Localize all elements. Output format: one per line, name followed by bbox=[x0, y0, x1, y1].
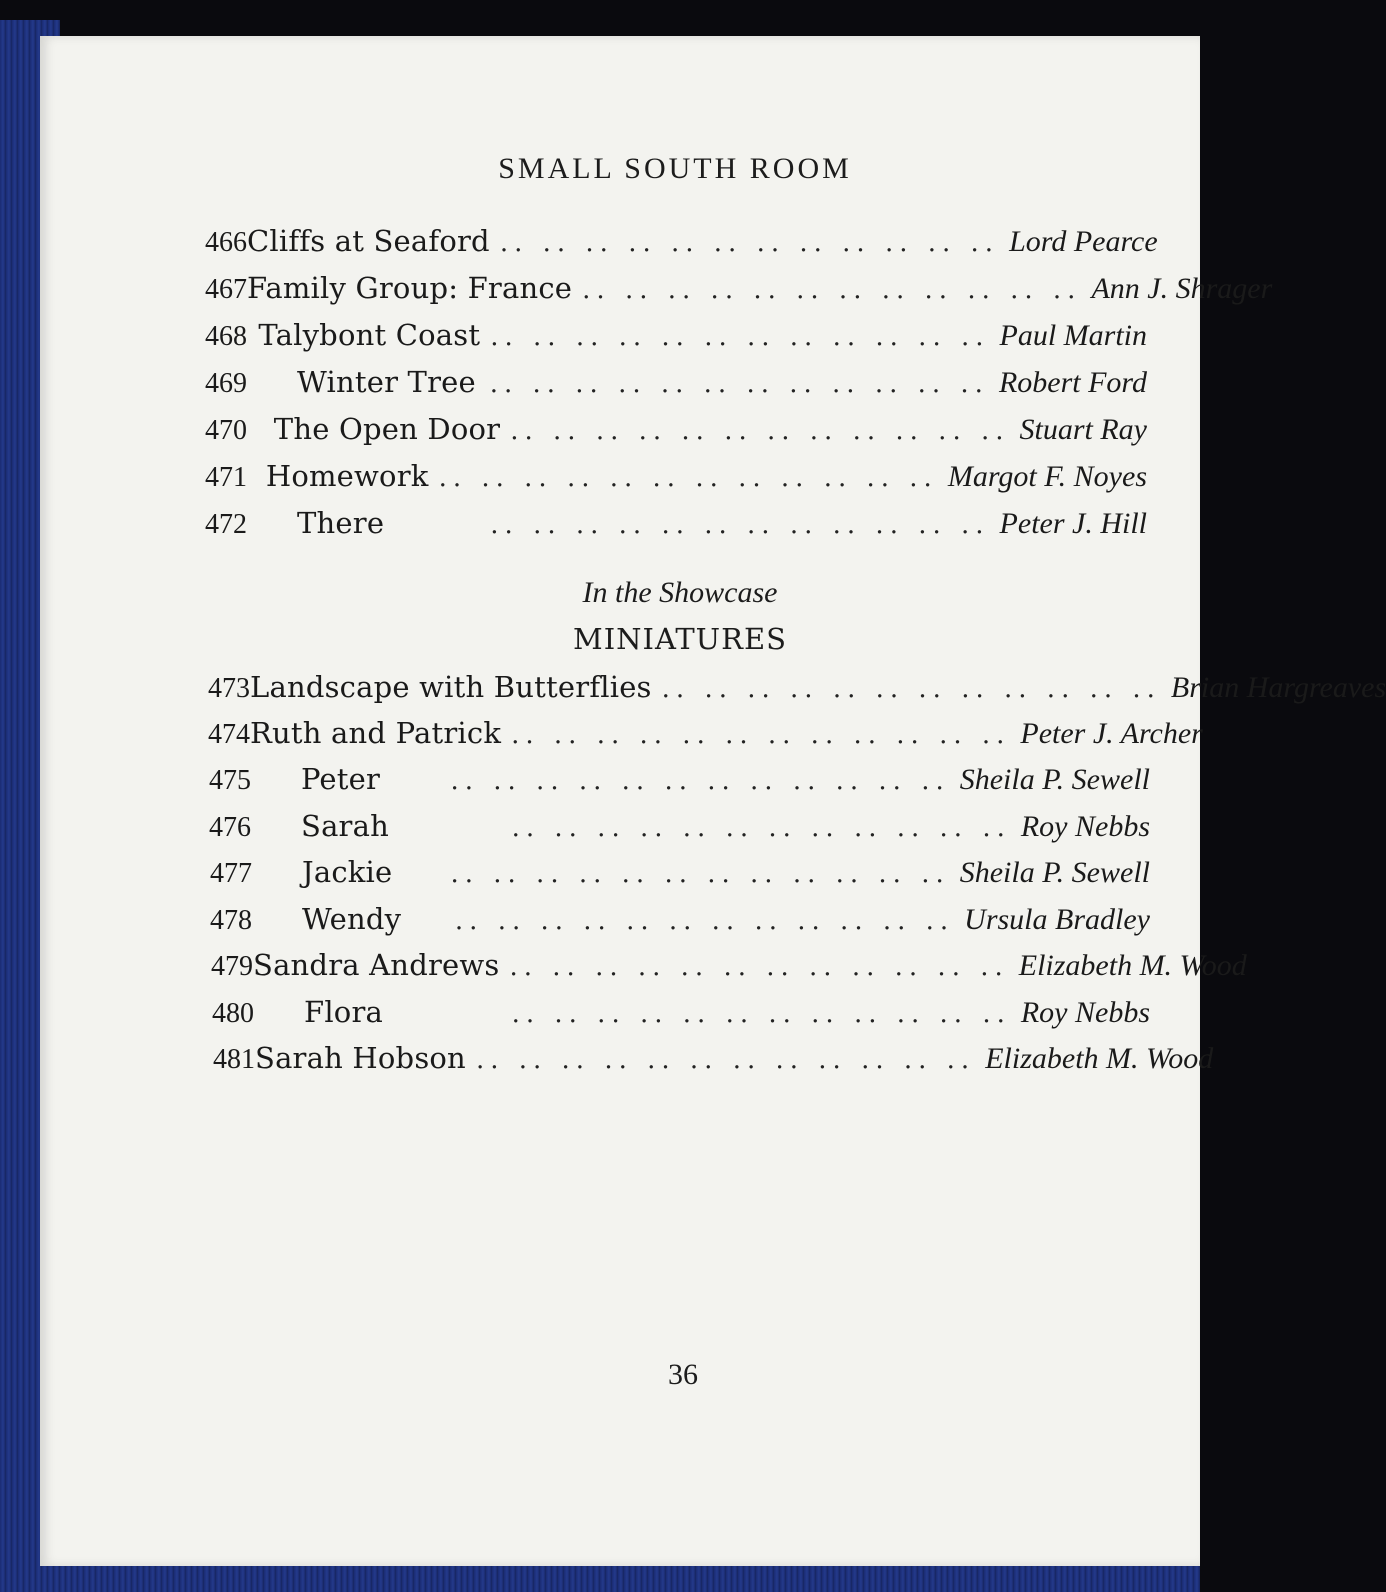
entry-title: Peter bbox=[301, 762, 381, 796]
entry-title: Jackie bbox=[302, 855, 393, 889]
entry-number: 480 bbox=[212, 998, 254, 1029]
dot-leader: .. .. .. .. .. .. .. .. .. .. .. .. bbox=[489, 369, 989, 399]
entry-number: 478 bbox=[210, 905, 252, 936]
entry-number: 475 bbox=[209, 765, 251, 796]
entry-artist: Margot F. Noyes bbox=[947, 460, 1147, 493]
entry-row bbox=[205, 224, 1158, 264]
entry-number: 469 bbox=[205, 368, 247, 399]
entry-row bbox=[205, 365, 1147, 405]
dot-leader: .. .. .. .. .. .. .. .. .. .. .. .. bbox=[490, 510, 990, 540]
entry-title: Family Group: France bbox=[247, 271, 573, 305]
entry-title: Ruth and Patrick bbox=[250, 716, 502, 750]
entry-row bbox=[208, 716, 1203, 756]
entry-artist: Paul Martin bbox=[999, 319, 1147, 352]
entry-artist: Brian Hargreaves bbox=[1170, 671, 1386, 704]
dot-leader: .. .. .. .. .. .. .. .. .. .. .. .. bbox=[511, 999, 1011, 1029]
entry-title: Sarah Hobson bbox=[255, 1041, 466, 1075]
dot-leader: .. .. .. .. .. .. .. .. .. .. .. .. bbox=[582, 275, 1082, 305]
entry-title: There bbox=[297, 506, 385, 540]
dot-leader: .. .. .. .. .. .. .. .. .. .. .. .. bbox=[499, 228, 1000, 258]
entry-number: 468 bbox=[205, 321, 247, 352]
entry-row bbox=[211, 948, 1247, 988]
entry-row bbox=[205, 271, 1273, 311]
entry-title: Flora bbox=[304, 995, 384, 1029]
entry-artist: Roy Nebbs bbox=[1020, 996, 1150, 1029]
dot-leader: .. .. .. .. .. .. .. .. .. .. .. .. bbox=[475, 1045, 976, 1075]
entry-artist: Peter J. Hill bbox=[999, 507, 1147, 540]
entry-artist: Ann J. Shrager bbox=[1091, 272, 1273, 305]
entry-title: The Open Door bbox=[273, 412, 501, 446]
entry-number: 476 bbox=[209, 812, 251, 843]
entry-artist: Elizabeth M. Wood bbox=[1018, 949, 1247, 982]
entry-number: 479 bbox=[211, 951, 253, 982]
entry-row bbox=[213, 1041, 1214, 1081]
entry-title: Sandra Andrews bbox=[253, 948, 500, 982]
entry-row bbox=[205, 318, 1147, 358]
entry-row bbox=[212, 995, 1150, 1035]
entry-artist: Sheila P. Sewell bbox=[959, 763, 1150, 796]
entry-number: 467 bbox=[205, 274, 247, 305]
dot-leader: .. .. .. .. .. .. .. .. .. .. .. .. bbox=[510, 416, 1010, 446]
entry-row bbox=[205, 459, 1147, 499]
showcase-label: In the Showcase bbox=[582, 576, 778, 609]
entry-row bbox=[210, 855, 1150, 895]
page-number: 36 bbox=[668, 1358, 698, 1391]
dot-leader: .. .. .. .. .. .. .. .. .. .. .. .. bbox=[509, 952, 1009, 982]
entry-row bbox=[210, 902, 1150, 942]
entry-title: Homework bbox=[265, 459, 429, 493]
dot-leader: .. .. .. .. .. .. .. .. .. .. .. .. bbox=[450, 859, 950, 889]
entry-number: 481 bbox=[213, 1044, 255, 1075]
room-title: SMALL SOUTH ROOM bbox=[498, 152, 852, 185]
entry-title: Winter Tree bbox=[297, 365, 476, 399]
entry-number: 471 bbox=[205, 462, 247, 493]
entry-number: 466 bbox=[205, 227, 247, 258]
entry-number: 473 bbox=[208, 673, 250, 704]
entry-title: Wendy bbox=[302, 902, 402, 936]
entry-number: 472 bbox=[205, 509, 247, 540]
entry-number: 474 bbox=[208, 719, 250, 750]
dot-leader: .. .. .. .. .. .. .. .. .. .. .. .. bbox=[454, 906, 955, 936]
entry-artist: Roy Nebbs bbox=[1020, 810, 1150, 843]
section-title: MINIATURES bbox=[573, 622, 787, 656]
entry-artist: Ursula Bradley bbox=[964, 903, 1150, 936]
entry-title: Sarah bbox=[301, 809, 389, 843]
entry-row bbox=[208, 670, 1386, 710]
dot-leader: .. .. .. .. .. .. .. .. .. .. .. .. bbox=[450, 766, 950, 796]
entry-row bbox=[209, 762, 1150, 802]
entry-row bbox=[209, 809, 1150, 849]
dot-leader: .. .. .. .. .. .. .. .. .. .. .. .. bbox=[511, 720, 1011, 750]
dot-leader: .. .. .. .. .. .. .. .. .. .. .. .. bbox=[511, 813, 1011, 843]
entry-title: Landscape with Butterflies bbox=[250, 670, 652, 704]
dot-leader: .. .. .. .. .. .. .. .. .. .. .. .. bbox=[661, 674, 1161, 704]
entry-row bbox=[205, 412, 1147, 452]
dot-leader: .. .. .. .. .. .. .. .. .. .. .. .. bbox=[438, 463, 938, 493]
entry-title: Cliffs at Seaford bbox=[247, 224, 490, 258]
entry-title: Talybont Coast bbox=[258, 318, 481, 352]
entry-artist: Elizabeth M. Wood bbox=[985, 1042, 1214, 1075]
entry-artist: Peter J. Archer bbox=[1020, 717, 1203, 750]
entry-artist: Stuart Ray bbox=[1019, 413, 1147, 446]
dot-leader: .. .. .. .. .. .. .. .. .. .. .. .. bbox=[490, 322, 990, 352]
entry-artist: Lord Pearce bbox=[1009, 225, 1158, 258]
entry-artist: Sheila P. Sewell bbox=[959, 856, 1150, 889]
entry-number: 477 bbox=[210, 858, 252, 889]
entry-artist: Robert Ford bbox=[998, 366, 1147, 399]
entry-number: 470 bbox=[205, 415, 247, 446]
entry-row bbox=[205, 506, 1147, 546]
